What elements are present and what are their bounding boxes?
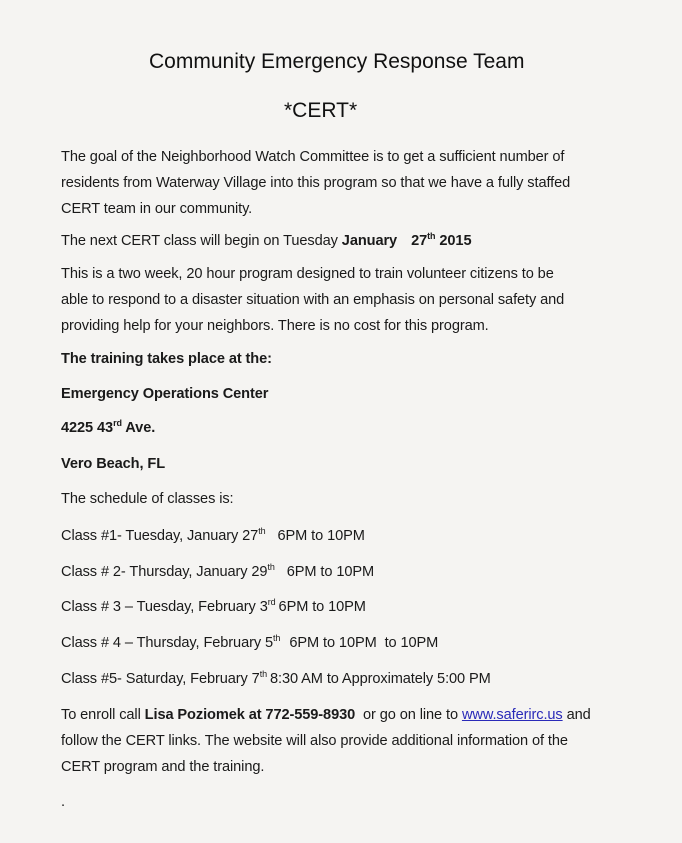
enroll-line-1 <box>61 702 591 728</box>
class-time: 8:30 AM to Approximately 5:00 PM <box>270 671 491 687</box>
enroll-line-3: CERT program and the training. <box>61 759 265 775</box>
location-city: Vero Beach, FL <box>61 456 166 472</box>
location-name: Emergency Operations Center <box>61 386 269 402</box>
next-class-month: January <box>341 233 398 249</box>
class-time: 6PM to 10PM to 10PM <box>289 635 439 651</box>
class-label: Class #5- Saturday, February 7 <box>61 671 260 687</box>
next-class-line <box>61 228 471 254</box>
program-line-2: able to respond to a disaster situation with an emphasis on personal safety and <box>61 292 565 308</box>
enroll-after-link: and <box>562 707 591 723</box>
schedule-class-5 <box>61 666 491 692</box>
program-line-1: This is a two week, 20 hour program designed to train volunteer citizens to be <box>61 266 554 282</box>
class-time: 6PM to 10PM <box>278 599 366 615</box>
class-label: Class # 2- Thursday, January 29 <box>61 564 268 580</box>
document-title: Community Emergency Response Team <box>149 50 525 73</box>
class-date-suffix: th <box>267 562 275 572</box>
class-time: 6PM to 10PM <box>286 564 375 580</box>
next-class-day: 27 <box>411 233 428 249</box>
class-time: 6PM to 10PM <box>277 528 365 544</box>
schedule-class-1 <box>61 523 365 549</box>
enroll-line-2: follow the CERT links. The website will also provide additional information of the <box>61 733 568 749</box>
class-date-suffix: rd <box>267 597 276 607</box>
document-subtitle: *CERT* <box>284 99 358 122</box>
class-date-suffix: th <box>259 669 268 679</box>
program-line-3: providing help for your neighbors. There is no cost for this program. <box>61 318 489 334</box>
intro-line-1: The goal of the Neighborhood Watch Committee is to get a sufficient number of <box>61 149 565 165</box>
next-class-year: 2015 <box>439 233 472 249</box>
class-date-suffix: th <box>258 526 266 536</box>
class-date-suffix: th <box>273 633 281 643</box>
schedule-class-4 <box>61 630 438 656</box>
address-suffix: rd <box>113 418 122 428</box>
address-street: Ave. <box>121 420 156 436</box>
schedule-class-3 <box>61 594 366 620</box>
website-link[interactable]: www.saferirc.us <box>461 707 563 723</box>
class-label: Class # 3 – Tuesday, February 3 <box>61 599 268 615</box>
intro-line-2: residents from Waterway Village into this program so that we have a fully staffed <box>61 175 571 191</box>
location-heading: The training takes place at the: <box>61 351 272 367</box>
next-class-prefix: The next CERT class will begin on Tuesday <box>61 233 342 249</box>
class-label: Class #1- Tuesday, January 27 <box>61 528 259 544</box>
enroll-prefix: To enroll call <box>61 707 145 723</box>
address-number: 4225 43 <box>61 420 114 436</box>
class-label: Class # 4 – Thursday, February 5 <box>61 635 274 651</box>
enroll-middle: or go on line to <box>355 707 462 723</box>
schedule-heading: The schedule of classes is: <box>61 491 234 507</box>
trailing-period: . <box>61 794 65 810</box>
schedule-class-2 <box>61 559 374 585</box>
enroll-contact: Lisa Poziomek at 772-559-8930 <box>144 707 356 723</box>
location-address <box>61 415 155 441</box>
intro-line-3: CERT team in our community. <box>61 201 253 217</box>
next-class-day-suffix: th <box>427 231 436 241</box>
